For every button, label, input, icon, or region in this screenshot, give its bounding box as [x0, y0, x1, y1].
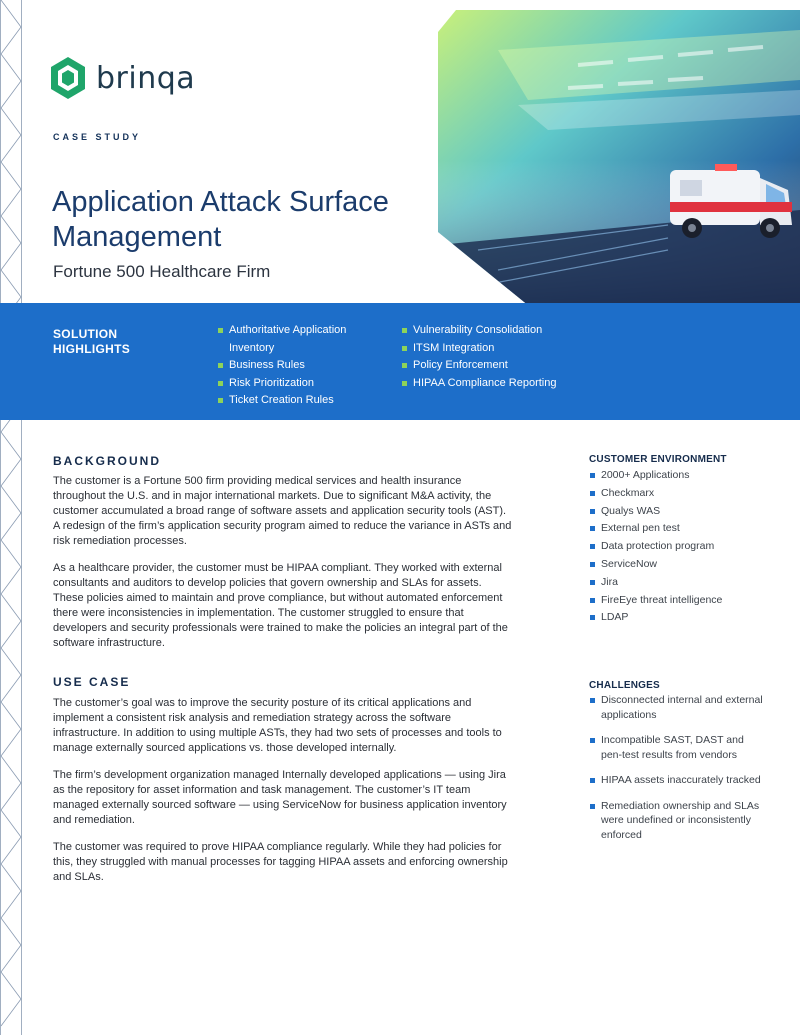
use-case-heading: USE CASE [53, 675, 131, 689]
environment-item: Checkmarx [589, 486, 722, 504]
challenge-item: Disconnected internal and external applications [589, 693, 766, 722]
solution-highlights-label: SOLUTION HIGHLIGHTS [53, 327, 130, 356]
environment-item: Qualys WAS [589, 504, 722, 522]
use-case-paragraph-2: The firm’s development organization managed Internally developed applications — using Jira as the repository for asset information and task management. The customer’s IT team managed externally sourced software — using ServiceNow for business application inventory and remediation. [53, 769, 507, 826]
page-subtitle: Fortune 500 Healthcare Firm [53, 262, 271, 281]
environment-item: Data protection program [589, 539, 722, 557]
brand-name: brinqa [96, 60, 196, 96]
customer-environment-heading: CUSTOMER ENVIRONMENT [589, 454, 727, 465]
use-case-paragraph-1: The customer’s goal was to improve the security posture of its critical applications and implement a consistent risk analysis and remediation strategy across the software infrastructure. In addition to using multiple ASTs, they had two sets of processes and tools to manage externally sourced applications vs. those developed internally. [53, 697, 502, 754]
highlight-item: Policy Enforcement [402, 357, 592, 375]
environment-item: ServiceNow [589, 557, 722, 575]
highlights-column-2 [402, 322, 592, 392]
brand-logo[interactable] [48, 55, 195, 101]
environment-item: LDAP [589, 610, 722, 628]
eyebrow-label: CASE STUDY [53, 132, 142, 142]
highlights-column-1 [218, 322, 368, 410]
highlight-item: Authoritative Application Inventory [218, 322, 368, 357]
environment-item: External pen test [589, 521, 722, 539]
brinqa-hexagon-icon [48, 55, 88, 101]
environment-item: 2000+ Applications [589, 468, 722, 486]
solution-highlights-band [0, 303, 800, 420]
zigzag-border [0, 0, 22, 1035]
challenges-heading: CHALLENGES [589, 680, 660, 691]
environment-item: Jira [589, 575, 722, 593]
customer-environment-list [589, 468, 722, 628]
challenge-item: Remediation ownership and SLAs were undefined or inconsistently enforced [589, 799, 766, 843]
background-paragraph-2: As a healthcare provider, the customer must be HIPAA compliant. They worked with external consultants and auditors to develop policies that govern ownership and SLAs for assets. These policies aimed to maintain and prove compliance, but without automated enforcement there were inconsistencies in implementation. The customer struggled to ensure that developers and security professionals were trained to make the policies an integral part of the software infrastructure. [53, 562, 508, 649]
highlight-item: Vulnerability Consolidation [402, 322, 592, 340]
highlight-item: ITSM Integration [402, 340, 592, 358]
background-heading: BACKGROUND [53, 454, 161, 468]
background-paragraph-1: The customer is a Fortune 500 firm providing medical services and health insurance throughout the U.S. and in major international markets. Due to significant M&A activity, the customer accumulated a broad range of software assets and application security tools (AST). A redesign of the firm’s application security program aimed to reduce the variance in ASTs and risk remediation processes. [53, 475, 512, 547]
challenges-list [589, 693, 766, 853]
challenge-item: HIPAA assets inaccurately tracked [589, 773, 766, 788]
highlight-item: Ticket Creation Rules [218, 392, 368, 410]
hero-ambulance-image [438, 10, 800, 326]
use-case-paragraph-3: The customer was required to prove HIPAA compliance regularly. While they had policies for this, they struggled with manual processes for tagging HIPAA assets and enforcing ownership and SLAs. [53, 841, 508, 883]
highlight-item: Business Rules [218, 357, 368, 375]
environment-item: FireEye threat intelligence [589, 593, 722, 611]
challenge-item: Incompatible SAST, DAST and pen-test results from vendors [589, 733, 766, 762]
page-title: Application Attack Surface Management [52, 186, 389, 253]
highlight-item: Risk Prioritization [218, 375, 368, 393]
highlight-item: HIPAA Compliance Reporting [402, 375, 592, 393]
